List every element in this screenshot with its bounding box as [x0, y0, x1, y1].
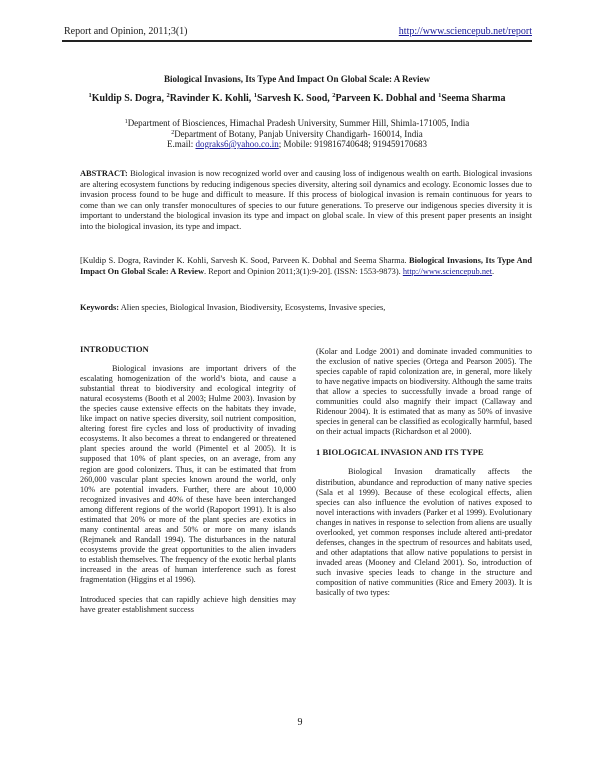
citation-end: . — [492, 266, 495, 276]
author-list — [62, 92, 532, 104]
spacer — [80, 354, 296, 364]
introduction-paragraph-1: Biological invasions are important drivers of the escalating homogenization of the world’s biota, and cause a substantial threat to biodiversity and ecological integrity of natural ecosystems (Booth et al 2003; Hulme 2003). Invasion by the species cause extensive effects on the habitats they invade, like impact on native species diversity, soil nutrient composition, altering forest fire cycles and loss of productivity of invading ecosystems. It also becomes a threat to endangered or threatened plant species around the world (Pimentel et al 2005). It is supposed that 10% of plant species, on an average, from any region are good colonizers. Thus, it can be estimated that from 260,000 vascular plant species known around the world, only 10% are potential invaders. Further, there are about 10,000 recognized invasives and 40% of these have been interchanged among different regions of the world (Rapoport 1991). It is also estimated that 20% or more of the plant species are exotics in many continental areas and 50% or more on many islands (Rejmanek and Randall 1994). The disturbances in the natural ecosystems provide the great opportunities to the alien invaders to establish themselves. The frequency of the exotic herbal plants increased in the areas of human interference such as forest fragmentation (Higgins et al 1996). — [80, 364, 296, 585]
author-4-sup: 2 — [332, 92, 336, 99]
citation — [80, 256, 532, 277]
introduction-heading: INTRODUCTION — [80, 344, 149, 354]
email-label: E.mail: — [166, 139, 196, 149]
affiliation-2-text: Department of Botany, Panjab University Chandigarh- 160014, India — [174, 129, 423, 139]
journal-header: Report and Opinion, 2011;3(1) — [64, 26, 188, 37]
citation-journal: . Report and Opinion 2011;3(1):9-20]. (ISSN: 1553-9873). — [204, 266, 403, 276]
spacer — [80, 585, 296, 595]
abstract-label: ABSTRACT: — [80, 169, 128, 178]
spacer — [316, 437, 532, 447]
keywords — [80, 303, 532, 314]
author-2-sup: 2 — [166, 92, 170, 99]
spacer — [316, 457, 532, 467]
abstract-text: Biological invasion is now recognized world over and causing loss of indigenous wealth on earth. Biological invasions are altering ecosystem functions by reducing indigenous species diversity, altering soil dynamics and ecology. Economic losses due to invasion process found to be huge and difficult to measure. If this process of biological invasion is remain continuous for years to come than we can only transfer monocultures of species to our future generations. To preserve our indigenous species diversity it is important to understand the biological invasion its type and impact on global scale. In view of this present paper presents an insight into the biological invasion, its type and impact. — [80, 169, 532, 231]
mobile-numbers: ; Mobile: 919816740648; 919459170683 — [278, 139, 428, 149]
email-link[interactable]: dograks6@yahoo.co.in — [195, 139, 279, 149]
section-1-heading: 1 BIOLOGICAL INVASION AND ITS TYPE — [316, 447, 484, 458]
author-3-sup: 1 — [253, 92, 257, 99]
affiliation-1-sup: 1 — [124, 119, 128, 125]
author-5-sup: 1 — [438, 92, 442, 99]
continued-paragraph: (Kolar and Lodge 2001) and dominate invaded communities to the exclusion of native species (Ortega and Pearson 2005). The species capable of rapid colonization are, in general, more likely to have negative impacts on biodiversity. Although the same traits that allow a species to successfully invade a broad range of communities could also magnify their impact (Callaway and Ridenour 2004). It is estimated that as many as 50% of invasive species in general can be classified as ecologically harmful, based on their actual impacts (Richardson et al 2000). — [316, 347, 532, 437]
citation-authors: [Kuldip S. Dogra, Ravinder K. Kohli, Sarvesh K. Sood, Parveen K. Dobhal and Seema Sharma. — [80, 256, 410, 265]
affiliation-1-text: Department of Biosciences, Himachal Pradesh University, Summer Hill, Shimla-171005, India — [127, 118, 470, 128]
citation-title: Biological Invasions, Its Type And Impact On Global Scale: A Review — [80, 256, 532, 276]
affiliation-2-sup: 2 — [171, 130, 175, 136]
citation-link[interactable]: http://www.sciencepub.net — [402, 266, 493, 276]
contact-line — [62, 139, 532, 150]
author-5: Seema Sharma — [441, 93, 506, 104]
paper-title: Biological Invasions, Its Type And Impact On Global Scale: A Review — [164, 74, 430, 84]
keywords-label: Keywords: — [80, 303, 120, 312]
left-column — [80, 344, 296, 615]
section-1-paragraph: Biological Invasion dramatically affects the distribution, abundance and reproduction of many native species (Sala et al 1999). Because of these ecological effects, alien species can also influence the evolution of natives exposed to novel interactions with invaders (Parker et al 1999). Evolutionary changes in natives in response to selection from aliens are usually overlooked, yet common responses include altered anti-predator defenses, changes in the spectrum of resources and habitats used, and other adaptations that allow native populations to persist in invaded areas (Mooney and Cleland 2001). So, introduction of such invasive species leads to change in the structure and composition of native communities (Rice and Emery 2003). It is basically of two types: — [316, 467, 532, 598]
introduction-paragraph-2: Introduced species that can rapidly achieve high densities may have greater establishment success — [80, 595, 296, 615]
abstract — [80, 169, 532, 232]
author-1: Kuldip S. Dogra, — [91, 93, 167, 104]
keywords-text: Alien species, Biological Invasion, Biodiversity, Ecosystems, Invasive species, — [119, 303, 386, 312]
right-column — [316, 347, 532, 598]
author-2: Ravinder K. Kohli, — [169, 93, 254, 104]
header-divider — [62, 40, 532, 42]
author-3: Sarvesh K. Sood, — [257, 93, 333, 104]
author-4: Parveen K. Dobhal and — [335, 93, 439, 104]
journal-url-link[interactable]: http://www.sciencepub.net/report — [398, 26, 532, 37]
author-1-sup: 1 — [88, 92, 92, 99]
page-number: 9 — [297, 717, 303, 728]
